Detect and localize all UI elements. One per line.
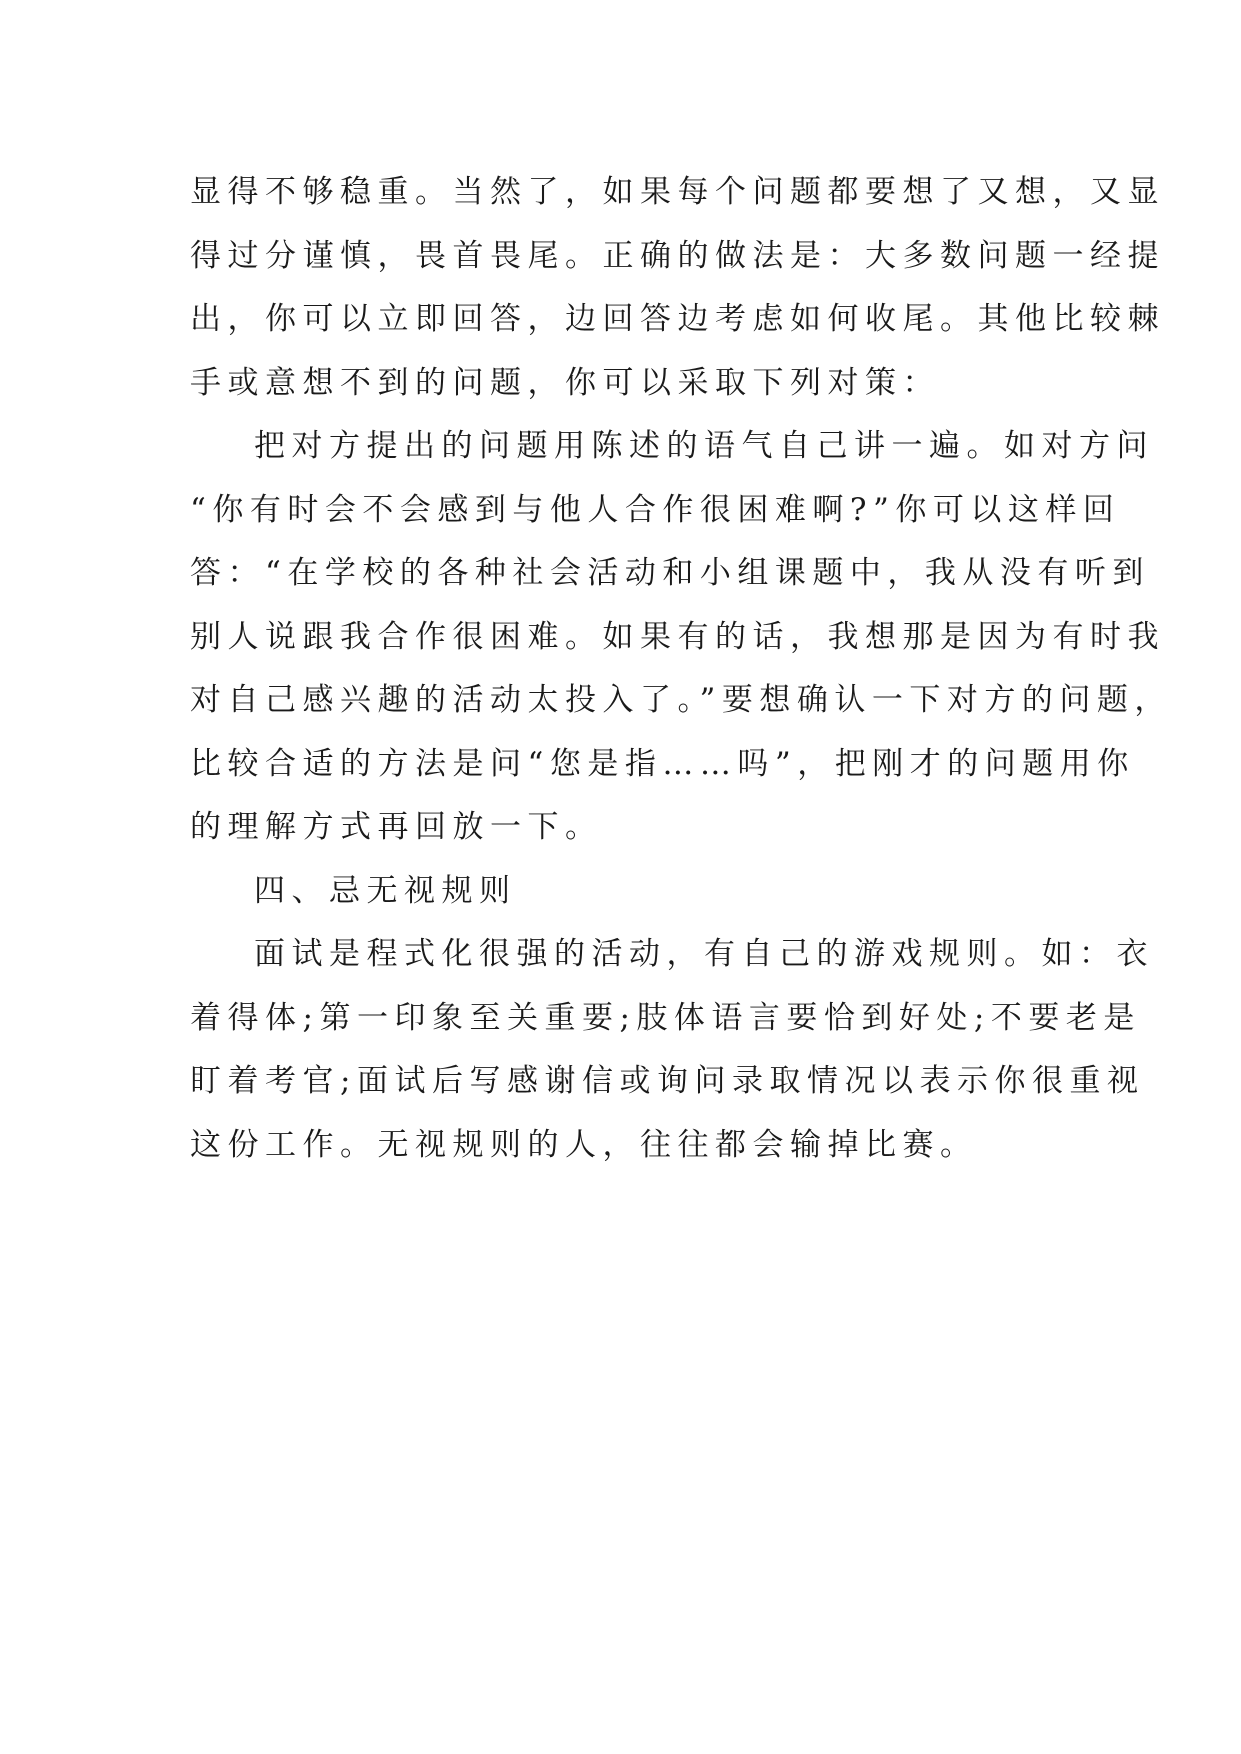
text-line: 手或意想不到的问题，你可以采取下列对策： <box>190 364 940 401</box>
text-line: 显得不够稳重。当然了，如果每个问题都要想了又想，又显 <box>190 174 1165 210</box>
text-line: 得过分谨慎，畏首畏尾。正确的做法是：大多数问题一经提 <box>190 237 1165 274</box>
section-heading: 四、忌无视规则 <box>254 872 517 909</box>
text-line: 别人说跟我合作很困难。如果有的话，我想那是因为有时我 <box>190 618 1165 655</box>
paragraph-first-line: 面试是程式化很强的活动，有自己的游戏规则。如：衣 <box>254 936 1154 972</box>
text-line: 盯着考官;面试后写感谢信或询问录取情况以表示你很重视 <box>190 1063 1145 1099</box>
text-line: “你有时会不会感到与他人合作很困难啊?”你可以这样回 <box>190 491 1121 528</box>
text-line: 出，你可以立即回答，边回答边考虑如何收尾。其他比较棘 <box>190 301 1165 337</box>
text-line: 的理解方式再回放一下。 <box>190 809 603 845</box>
document-body <box>190 161 1172 1177</box>
text-line: 答：“在学校的各种社会活动和小组课题中，我从没有听到 <box>190 555 1150 591</box>
text-line: 对自己感兴趣的活动太投入了。”要想确认一下对方的问题， <box>190 682 1172 718</box>
paragraph-first-line: 把对方提出的问题用陈述的语气自己讲一遍。如对方问 <box>254 428 1154 464</box>
text-line: 着得体;第一印象至关重要;肢体语言要恰到好处;不要老是 <box>190 999 1141 1036</box>
text-line: 这份工作。无视规则的人，往往都会输掉比赛。 <box>190 1126 978 1163</box>
text-line: 比较合适的方法是问“您是指……吗”，把刚才的问题用你 <box>190 745 1135 782</box>
